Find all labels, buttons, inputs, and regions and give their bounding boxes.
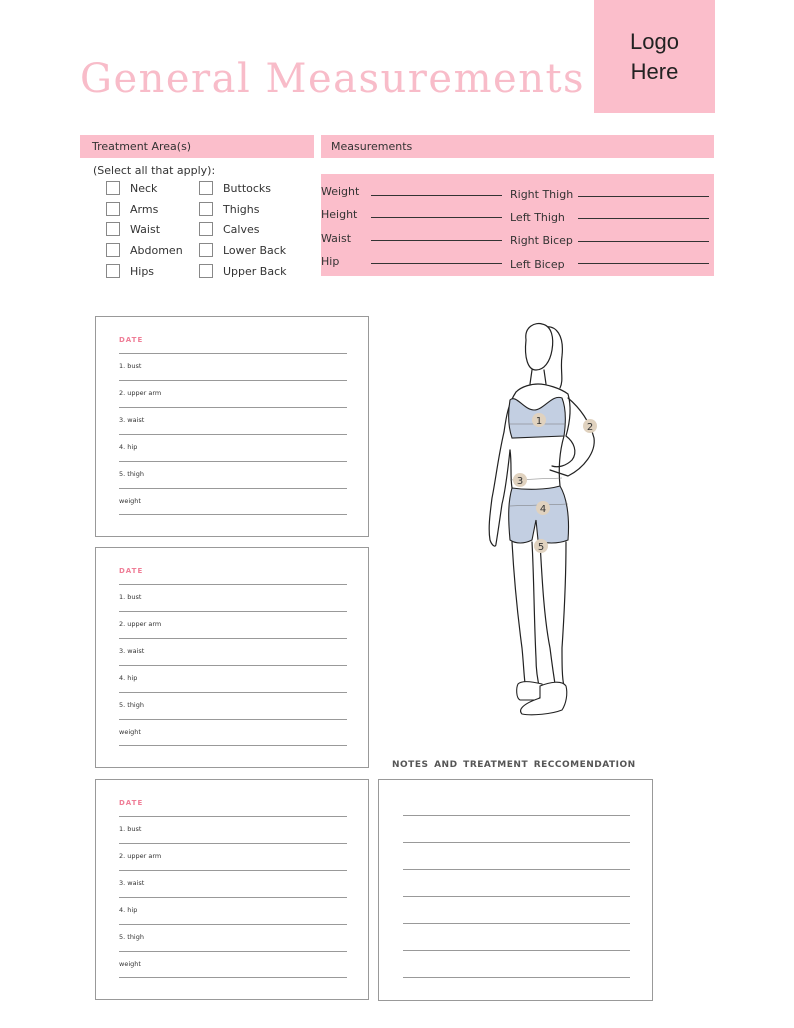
card-row[interactable] bbox=[119, 488, 347, 515]
notes-box[interactable] bbox=[378, 779, 653, 1001]
notes-line[interactable] bbox=[403, 815, 630, 816]
card-row[interactable] bbox=[119, 897, 347, 924]
marker-1 bbox=[532, 413, 546, 427]
left-leg-outer bbox=[512, 542, 526, 690]
date-label: DATE bbox=[119, 567, 144, 575]
measurement-card-3 bbox=[95, 779, 369, 1000]
row-label: 3. waist bbox=[119, 416, 145, 424]
row-label: weight bbox=[119, 960, 141, 968]
card-row[interactable] bbox=[119, 611, 347, 638]
row-label: 1. bust bbox=[119, 362, 142, 370]
card-row[interactable] bbox=[119, 843, 347, 870]
checkbox-box[interactable] bbox=[106, 202, 120, 216]
checkbox-neck[interactable] bbox=[106, 181, 157, 195]
measurement-label-right-thigh: Right Thigh bbox=[510, 188, 574, 201]
measurement-label-height: Height bbox=[321, 208, 358, 221]
row-label: 3. waist bbox=[119, 879, 145, 887]
body-figure-illustration bbox=[470, 318, 630, 738]
checkbox-hips[interactable] bbox=[106, 264, 154, 278]
card-row[interactable] bbox=[119, 407, 347, 434]
notes-line[interactable] bbox=[403, 869, 630, 870]
row-label: 5. thigh bbox=[119, 470, 144, 478]
card-row[interactable] bbox=[119, 584, 347, 611]
checkbox-box[interactable] bbox=[106, 181, 120, 195]
measurement-field-hip[interactable] bbox=[371, 263, 502, 264]
right-waist bbox=[559, 436, 564, 486]
right-leg-outer bbox=[562, 542, 566, 686]
measurement-label-right-bicep: Right Bicep bbox=[510, 234, 573, 247]
marker-3 bbox=[513, 473, 527, 487]
measurement-label-hip: Hip bbox=[321, 255, 340, 268]
logo-line-2: Here bbox=[630, 58, 679, 84]
page-title: General Measurements bbox=[80, 56, 586, 102]
logo-line-1: Logo bbox=[630, 28, 679, 54]
row-label: weight bbox=[119, 728, 141, 736]
checkbox-box[interactable] bbox=[199, 202, 213, 216]
notes-title: NOTES AND TREATMENT RECCOMENDATION bbox=[392, 760, 636, 770]
checkbox-abdomen[interactable] bbox=[106, 243, 183, 257]
checkbox-calves[interactable] bbox=[199, 222, 260, 236]
measurement-field-right-thigh[interactable] bbox=[578, 196, 709, 197]
neck bbox=[530, 370, 546, 384]
checkbox-label: Buttocks bbox=[223, 181, 272, 195]
right-leg-inner bbox=[537, 542, 556, 690]
row-label: 2. upper arm bbox=[119, 620, 162, 628]
measurement-field-left-bicep[interactable] bbox=[578, 263, 709, 264]
row-label: 5. thigh bbox=[119, 701, 144, 709]
measurement-label-weight: Weight bbox=[321, 185, 360, 198]
measurement-card-2 bbox=[95, 547, 369, 768]
row-label: 2. upper arm bbox=[119, 389, 162, 397]
measurement-label-left-thigh: Left Thigh bbox=[510, 211, 565, 224]
head bbox=[525, 324, 552, 370]
notes-line[interactable] bbox=[403, 923, 630, 924]
card-row[interactable] bbox=[119, 924, 347, 951]
checkbox-box[interactable] bbox=[106, 243, 120, 257]
checkbox-label: Thighs bbox=[223, 202, 260, 216]
measurement-field-right-bicep[interactable] bbox=[578, 241, 709, 242]
checkbox-label: Neck bbox=[130, 181, 158, 195]
notes-line[interactable] bbox=[403, 977, 630, 978]
left-waist bbox=[510, 450, 512, 488]
marker-number: 1 bbox=[535, 416, 543, 427]
marker-4 bbox=[536, 501, 550, 515]
notes-line[interactable] bbox=[403, 842, 630, 843]
card-row[interactable] bbox=[119, 665, 347, 692]
measurement-field-waist[interactable] bbox=[371, 240, 502, 241]
row-label: 4. hip bbox=[119, 674, 138, 682]
checkbox-box[interactable] bbox=[106, 264, 120, 278]
card-row[interactable] bbox=[119, 816, 347, 843]
left-shoe bbox=[517, 682, 543, 700]
measurement-field-height[interactable] bbox=[371, 217, 502, 218]
card-row[interactable] bbox=[119, 719, 347, 746]
checkbox-box[interactable] bbox=[199, 264, 213, 278]
card-row[interactable] bbox=[119, 951, 347, 978]
measurement-field-left-thigh[interactable] bbox=[578, 218, 709, 219]
checkbox-label: Abdomen bbox=[130, 243, 183, 257]
card-row[interactable] bbox=[119, 380, 347, 407]
checkbox-box[interactable] bbox=[199, 181, 213, 195]
marker-number: 4 bbox=[539, 504, 547, 515]
card-row[interactable] bbox=[119, 692, 347, 719]
card-row[interactable] bbox=[119, 870, 347, 897]
row-label: weight bbox=[119, 497, 141, 505]
checkbox-box[interactable] bbox=[199, 243, 213, 257]
card-row[interactable] bbox=[119, 434, 347, 461]
checkbox-label: Waist bbox=[130, 222, 161, 236]
row-label: 1. bust bbox=[119, 825, 142, 833]
card-row[interactable] bbox=[119, 638, 347, 665]
measurements-panel bbox=[321, 174, 714, 276]
checkbox-label: Upper Back bbox=[223, 264, 287, 278]
checkbox-buttocks[interactable] bbox=[199, 181, 271, 195]
measurement-card-1 bbox=[95, 316, 369, 537]
marker-number: 5 bbox=[537, 542, 545, 553]
measurement-field-weight[interactable] bbox=[371, 195, 502, 196]
row-label: 2. upper arm bbox=[119, 852, 162, 860]
row-label: 4. hip bbox=[119, 906, 138, 914]
treatment-area-header: Treatment Area(s) bbox=[80, 135, 314, 158]
measurement-label-waist: Waist bbox=[321, 232, 352, 245]
card-row[interactable] bbox=[119, 353, 347, 380]
marker-5 bbox=[534, 539, 548, 553]
notes-line[interactable] bbox=[403, 896, 630, 897]
checkbox-label: Arms bbox=[130, 202, 159, 216]
checkbox-box[interactable] bbox=[106, 222, 120, 236]
measurement-label-left-bicep: Left Bicep bbox=[510, 258, 565, 271]
logo-placeholder bbox=[594, 0, 715, 113]
marker-number: 3 bbox=[516, 476, 524, 487]
notes-line[interactable] bbox=[403, 950, 630, 951]
date-label: DATE bbox=[119, 336, 144, 344]
select-instruction: (Select all that apply): bbox=[93, 164, 216, 177]
checkbox-label: Lower Back bbox=[223, 243, 287, 257]
card-row[interactable] bbox=[119, 461, 347, 488]
checkbox-upper-back[interactable] bbox=[199, 264, 287, 278]
row-label: 4. hip bbox=[119, 443, 138, 451]
checkbox-thighs[interactable] bbox=[199, 202, 259, 216]
marker-number: 2 bbox=[586, 422, 594, 433]
left-leg-inner bbox=[532, 542, 540, 690]
checkbox-waist[interactable] bbox=[106, 222, 160, 236]
row-label: 1. bust bbox=[119, 593, 142, 601]
row-label: 3. waist bbox=[119, 647, 145, 655]
checkbox-box[interactable] bbox=[199, 222, 213, 236]
checkbox-label: Hips bbox=[130, 264, 155, 278]
right-arm-inner bbox=[552, 436, 575, 467]
left-arm bbox=[489, 432, 510, 546]
date-label: DATE bbox=[119, 799, 144, 807]
checkbox-arms[interactable] bbox=[106, 202, 158, 216]
measurements-header: Measurements bbox=[321, 135, 714, 158]
row-label: 5. thigh bbox=[119, 933, 144, 941]
checkbox-label: Calves bbox=[223, 222, 260, 236]
shorts bbox=[509, 486, 569, 543]
checkbox-lower-back[interactable] bbox=[199, 243, 286, 257]
marker-2 bbox=[583, 419, 597, 433]
